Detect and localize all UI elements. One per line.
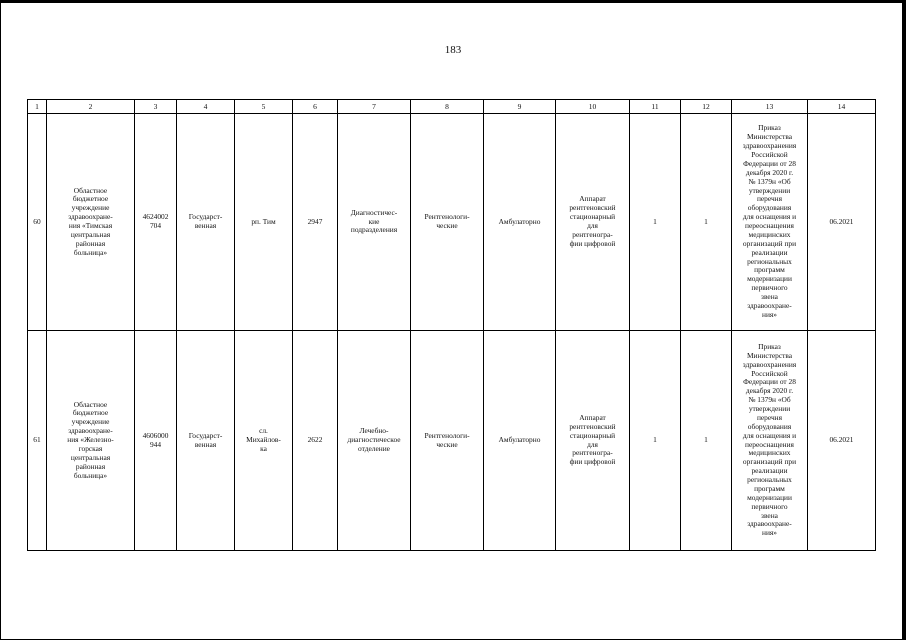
department-cell: Диагностичес- кие подразделения bbox=[338, 114, 411, 331]
scan-border-left bbox=[0, 0, 1, 640]
ownership-cell: Государст- венная bbox=[177, 331, 235, 551]
equipment-cell: Аппарат рентгеновский стационарный для рентгеногра- фии цифровой bbox=[556, 114, 630, 331]
inn-cell: 4624002 704 bbox=[135, 114, 177, 331]
count-cell: 2947 bbox=[293, 114, 338, 331]
table-row bbox=[28, 331, 876, 551]
department-cell: Лечебно- диагностическое отделение bbox=[338, 331, 411, 551]
column-number: 13 bbox=[732, 100, 808, 114]
care-mode-cell: Амбулаторно bbox=[484, 331, 556, 551]
scan-border-right bbox=[902, 0, 906, 640]
column-number: 6 bbox=[293, 100, 338, 114]
specialty-cell: Рентгенологи- ческие bbox=[411, 331, 484, 551]
column-number: 14 bbox=[808, 100, 876, 114]
column-number: 9 bbox=[484, 100, 556, 114]
column-number-row bbox=[28, 100, 876, 114]
page-number: 183 bbox=[444, 44, 462, 56]
column-number: 1 bbox=[28, 100, 47, 114]
column-number: 7 bbox=[338, 100, 411, 114]
column-number: 10 bbox=[556, 100, 630, 114]
column-number: 11 bbox=[630, 100, 681, 114]
column-number: 2 bbox=[47, 100, 135, 114]
equipment-table bbox=[27, 99, 876, 551]
institution-name-cell: Областное бюджетное учреждение здравоохране- ния «Тимская центральная районная больница» bbox=[47, 114, 135, 331]
specialty-cell: Рентгенологи- ческие bbox=[411, 114, 484, 331]
institution-name-cell: Областное бюджетное учреждение здравоохране- ния «Железно- горская центральная районная больница» bbox=[47, 331, 135, 551]
locality-cell: рп. Тим bbox=[235, 114, 293, 331]
column-number: 3 bbox=[135, 100, 177, 114]
column-number: 5 bbox=[235, 100, 293, 114]
quantity-cell: 1 bbox=[681, 331, 732, 551]
deadline-cell: 06.2021 bbox=[808, 114, 876, 331]
ownership-cell: Государст- венная bbox=[177, 114, 235, 331]
column-number: 4 bbox=[177, 100, 235, 114]
row-number-cell: 61 bbox=[28, 331, 47, 551]
row-number-cell: 60 bbox=[28, 114, 47, 331]
column-number: 12 bbox=[681, 100, 732, 114]
table-row bbox=[28, 114, 876, 331]
deadline-cell: 06.2021 bbox=[808, 331, 876, 551]
count-cell: 2622 bbox=[293, 331, 338, 551]
equipment-cell: Аппарат рентгеновский стационарный для рентгеногра- фии цифровой bbox=[556, 331, 630, 551]
locality-cell: сл. Михайлов- ка bbox=[235, 331, 293, 551]
care-mode-cell: Амбулаторно bbox=[484, 114, 556, 331]
quantity-cell: 1 bbox=[681, 114, 732, 331]
inn-cell: 4606000 944 bbox=[135, 331, 177, 551]
scan-border-top bbox=[0, 0, 906, 3]
legal-basis-cell: Приказ Министерства здравоохранения Российской Федерации от 28 декабря 2020 г. № 1379н «Об утверждении перечня оборудования для оснащения и переоснащения медицинских организаций при реализации региональных программ модернизации первичного звена здравоохране- ния» bbox=[732, 114, 808, 331]
quantity-cell: 1 bbox=[630, 114, 681, 331]
column-number: 8 bbox=[411, 100, 484, 114]
legal-basis-cell: Приказ Министерства здравоохранения Российской Федерации от 28 декабря 2020 г. № 1379н «Об утверждении перечня оборудования для оснащения и переоснащения медицинских организаций при реализации региональных программ модернизации первичного звена здравоохране- ния» bbox=[732, 331, 808, 551]
quantity-cell: 1 bbox=[630, 331, 681, 551]
